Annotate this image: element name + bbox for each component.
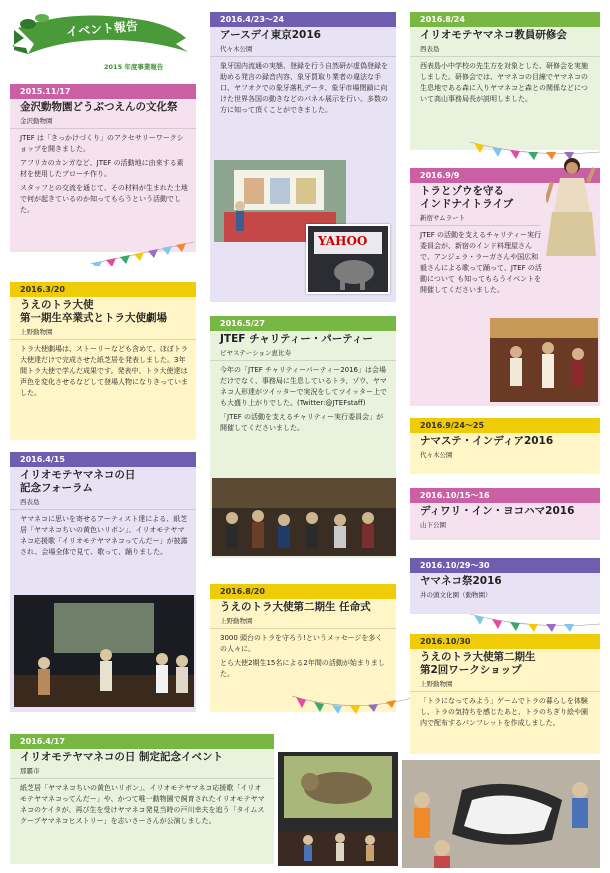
event-title: イリオモテヤマネコの日 記念フォーラム [20,469,136,494]
event-body [10,510,196,565]
event-paragraph: アフリカのカンガなど、JTEF の活動地に由来する素材を使用したブローチ作り。 [20,159,184,178]
workshop-photo [402,760,600,868]
event-card-2016-10-15 [410,488,600,540]
event-paragraph: トラ大使劇場は、ストーリーなども含めて、ほぼトラ大使達だけで完成させた紙芝居を発表しました。3年間トラ大使で学んだ成果です。発表中、トラ大使達は声色を変化させるなどして登場人物になりきっていました。 [20,345,188,397]
event-date: 2016.10/15〜16 [410,488,600,503]
event-title: トラとゾウを守る インドナイトライブ [420,185,514,210]
event-paragraph: ヤマネコに思いを寄せるアーティスト達による、紙芝居「ヤマネコちいの黄色いリボン」、イリオモテヤマネコ応援歌「イリオモテヤマネコってんだー」が披露され、会場全体で見て、歌って、踊りました。 [20,515,188,556]
event-venue: 上野動物園 [410,677,600,692]
event-venue: 上野動物園 [10,325,196,340]
event-paragraph: スタッフとの交流を通じて、その材料が生まれた土地で何が起きているのか知ってもらうという活動でした。 [20,184,188,214]
event-paragraph: 3000 頭台のトラを守ろう!というメッセージを多くの人々に。 [220,634,383,653]
header-subtitle: 2015 年度事業報告 [104,63,164,71]
event-date: 2016.8/24 [410,12,600,27]
event-date: 2016.5/27 [210,316,396,331]
ribbon-banner-icon [8,8,194,78]
event-title: ヤマネコ祭2016 [420,575,502,587]
event-title: うえのトラ大使 第一期生卒業式とトラ大使劇場 [20,299,167,324]
event-date: 2016.10/30 [410,634,600,649]
event-date: 2016.8/20 [210,584,396,599]
event-title: 金沢動物園どうぶつえんの文化祭 [20,101,178,113]
event-title: アースデイ東京2016 [220,29,321,41]
event-date: 2015.11/17 [10,84,196,99]
bunting-flags-icon [90,236,194,266]
event-paragraph: 象牙国内流通の実態、登録を行う自然研が虚偽登録を助める発言の録音内容、象牙買取り業者の違法な手口、ヤフオクでの象牙落札データ、象牙市場閉鎖に向けた世界各国の動きなどのパネル展示を行い、多数の方に知って頂くことができました。 [220,62,388,114]
event-venue: 新宿サムラート [410,211,540,226]
event-venue: 代々木公園 [210,42,396,57]
event-paragraph: 西表島小中学校の先生方を対象とした、研修会を実施しました。研修会では、ヤマネコの目線でヤマネコの生息地である森に入りヤマネコと森との関係などについて高山事務局長が説明しました。 [420,62,588,103]
event-venue: 井の頭文化園（動物園） [420,591,492,599]
yamaneko-painting-photo [278,752,398,866]
event-paragraph: とら大使2期生15名による2年間の活動が始まりました。 [220,659,385,678]
event-venue: 代々木公園 [420,451,453,459]
event-date: 2016.9/9 [410,168,600,183]
event-card-2016-9-24 [410,418,600,474]
event-paragraph: 紙芝居「ヤマネコちいの黄色いリボン」、イリオモテヤマネコ応援歌「イリオモテヤマネコってんだー」や、かつて唯一動物園で飼育されたイリオモテヤマネコのケイタが、再び生を受けヤマネコ発見当時の戸川幸夫を追う「タイムスクープヤマネコヒストリー」を志いさーさんが公演しました。 [20,784,265,825]
event-title: イリオモテヤマネコの日 制定記念イベント [20,751,224,763]
event-card-2016-10-29 [410,558,600,614]
event-date: 2016.9/24〜25 [410,418,600,433]
event-body [10,340,196,406]
event-date: 2016.10/29〜30 [410,558,600,573]
event-card-2016-3-20 [10,282,196,440]
event-paragraph: 今年の「JTEF チャリティーパーティー2016」は会場だけでなく、事務局に生息しているトラ、ゾウ、ヤマネコ人形達がツイッターで実況をしてツイッター上でも大盛り上がりでした。(Twitter:@JTEFstaff) [220,366,388,407]
india-night-photo [490,318,598,402]
event-title: イリオモテヤマネコ教員研修会 [420,29,567,41]
event-venue: 西表島 [410,42,600,57]
event-title: ディワリ・イン・ヨコハマ2016 [420,505,575,517]
event-title: うえのトラ大使第二期生 任命式 [220,601,371,613]
event-venue: 那覇市 [10,764,274,779]
yahoo-elephant-photo [306,224,390,294]
event-body [410,692,600,736]
event-body [210,57,396,123]
event-body [210,361,396,441]
yahoo-sign-text: YAHOO [318,234,368,248]
event-venue: 上野動物園 [210,614,396,629]
event-venue: 西表島 [10,495,196,510]
event-title: うえのトラ大使第二期生 第2回ワークショップ [420,651,536,676]
stage-performance-photo [14,595,194,707]
event-body [10,779,274,834]
event-paragraph: 「トラになってみよう」ゲームでトラの暮らしを体験し、トラの気持ちを感じたあと、トラのちぎり絵や園内で配布するパンフレットを作成しました。 [420,697,588,727]
event-card-2015-11-17 [10,84,196,252]
header-title: イベント報告 [65,18,139,40]
event-date: 2016.4/23〜24 [210,12,396,27]
event-venue: 山下公園 [420,521,446,529]
event-body [410,57,600,112]
event-date: 2016.4/17 [10,734,274,749]
event-venue: ビヤステーション恵比寿 [210,346,396,361]
event-venue: 金沢動物園 [10,114,196,129]
dancer-photo [546,152,596,262]
event-title: ナマステ・インディア2016 [420,435,554,447]
event-card-2016-4-17 [10,734,274,864]
bunting-flags-icon [292,692,412,722]
header-ribbon [8,8,194,78]
event-date: 2016.3/20 [10,282,196,297]
event-card-2016-8-24 [410,12,600,150]
event-date: 2016.4/15 [10,452,196,467]
event-paragraph: 「JTEF の活動を支えるチャリティー実行委員会」が開催してくださいました。 [220,413,384,432]
event-paragraph: JTEF の活動を支えるチャリティー実行委員会が、新宿のインド料理屋さんで、アンジェラ・ラーガさんや国広和毅さんによる歌って踊って、JTEF の活動について も知ってもらうイベントを開催してくださいました。 [420,231,542,294]
event-card-2016-10-30 [410,634,600,754]
event-body [10,129,196,223]
charity-party-photo [212,478,396,556]
event-paragraph: JTEF は「きっかけづくり」のアクセサリーワークショップを開きました。 [20,134,184,153]
event-body [210,629,396,687]
event-title: JTEF チャリティー・パーティー [220,333,373,345]
